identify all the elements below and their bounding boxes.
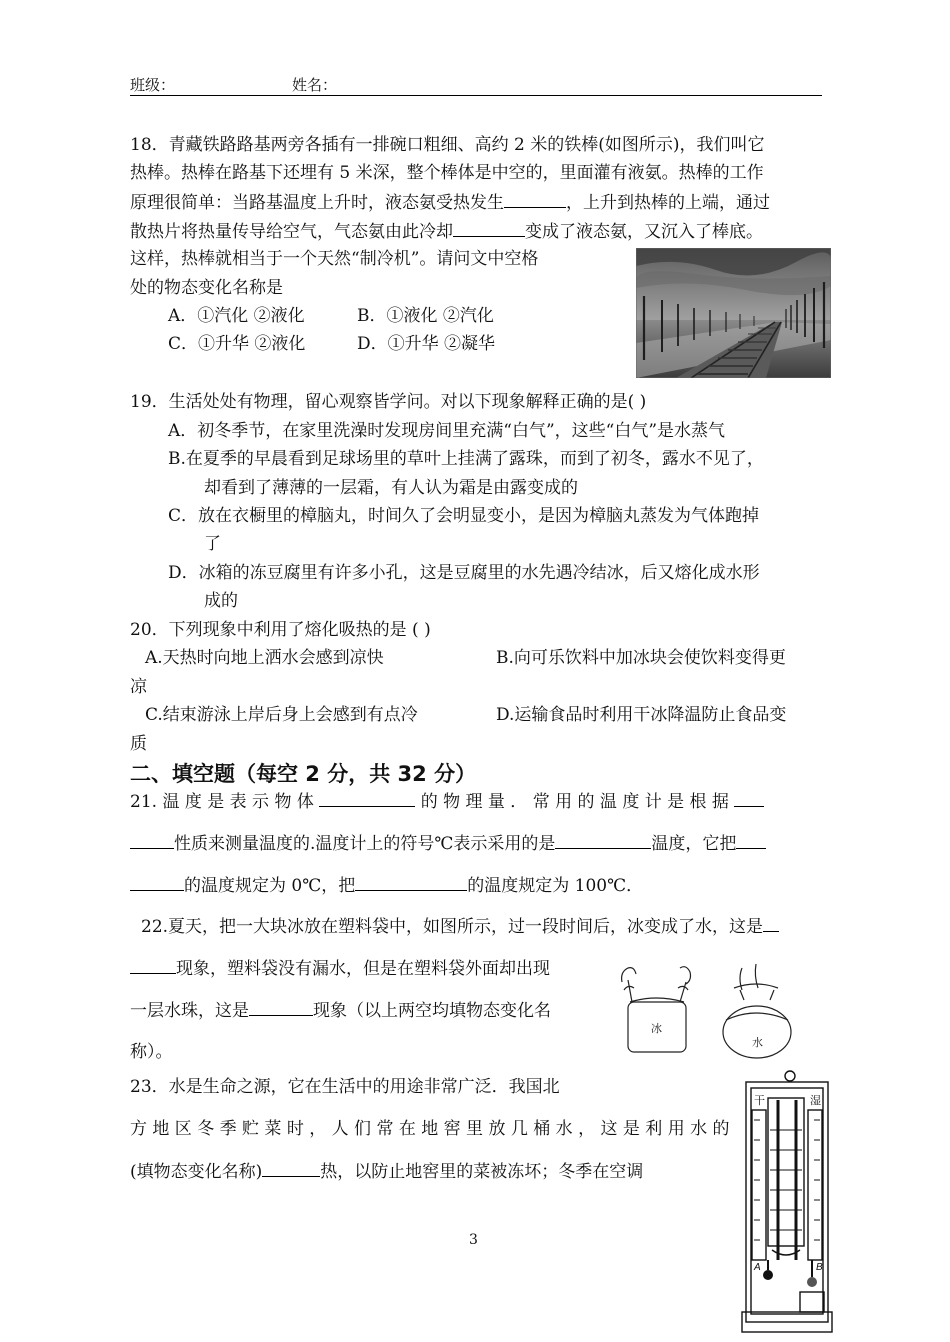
railway-photo [636, 248, 831, 378]
q22-blank-1a [763, 915, 779, 932]
page-number: 3 [469, 1232, 478, 1248]
q21-line3 [130, 874, 643, 897]
q22-line3-b: 现象（以上两空均填物态变化名 [313, 1001, 551, 1021]
q23-blank-1 [262, 1160, 320, 1177]
q22-line1-text: 22.夏天，把一大块冰放在塑料袋中，如图所示，过一段时间后，冰变成了水，这是 [141, 917, 764, 937]
q21-blank-2b [130, 832, 174, 849]
thermometer-b-label: B [816, 1262, 823, 1273]
class-label: 班级： [130, 76, 176, 94]
thermometer-a-label: A [754, 1262, 761, 1273]
q22-line1 [141, 915, 779, 938]
wet-label: 湿 [810, 1095, 821, 1107]
name-label: 姓名： [292, 76, 338, 94]
header-rule [130, 95, 822, 96]
q21-line1-a: 21. 温 度 是 表 示 物 体 [130, 792, 314, 812]
q18-line4-a: 散热片将热量传导给空气，气态氨由此冷却 [130, 222, 453, 242]
q19-stem: 19．生活处处有物理，留心观察皆学问。对以下现象解释正确的是( ) [130, 392, 647, 412]
q18-option-d: D．①升华 ②凝华 [357, 334, 496, 354]
q23-line2: 方 地 区 冬 季 贮 菜 时 ， 人 们 常 在 地 窖 里 放 几 桶 水 ， 这 是 利 用 水 的 [130, 1119, 730, 1139]
q18-line3-b: ，上升到热棒的上端，通过 [566, 193, 770, 213]
q23-line3 [130, 1160, 643, 1183]
q22-blank-2 [249, 999, 313, 1016]
q19-option-a: A．初冬季节，在家里洗澡时发现房间里充满“白气”，这些“白气”是水蒸气 [168, 421, 726, 441]
q18-option-c: C．①升华 ②液化 [168, 334, 306, 354]
section-2-heading: 二、填空题（每空 2 分，共 32 分） [130, 762, 477, 786]
q19-option-b-line1: B.在夏季的早晨看到足球场里的草叶上挂满了露珠，而到了初冬，露水不见了， [168, 449, 764, 469]
ice-bag-figure [614, 960, 814, 1062]
q23-line1: 23．水是生命之源，它在生活中的用途非常广泛．我国北 [130, 1077, 560, 1097]
q18-line6: 处的物态变化名称是 [130, 278, 283, 298]
q21-line2-b: 温度，它把 [651, 834, 737, 854]
q18-line1: 18．青藏铁路路基两旁各插有一排碗口粗细、高约 2 米的铁棒(如图所示)，我们叫它 [130, 135, 765, 155]
q21-blank-2a [734, 790, 764, 807]
q22-line4: 称）。 [130, 1042, 173, 1062]
q18-line5: 这样，热棒就相当于一个天然“制冷机”。请问文中空格 [130, 249, 539, 269]
q22-line2 [130, 957, 550, 980]
q22-line3 [130, 999, 551, 1022]
q21-line1 [130, 790, 764, 813]
q21-line2 [130, 832, 766, 855]
q21-line3-b: 的温度规定为 100℃． [467, 876, 644, 896]
q18-option-b: B．①液化 ②汽化 [357, 306, 494, 326]
q21-line2-a: 性质来测量温度的.温度计上的符号℃表示采用的是 [174, 834, 556, 854]
ice-label: 冰 [651, 1023, 662, 1035]
q19-option-d-line1: D．冰箱的冻豆腐里有许多小孔，这是豆腐里的水先遇冷结冰，后又熔化成水形 [168, 563, 760, 583]
q22-line3-a: 一层水珠，这是 [130, 1001, 249, 1021]
q18-blank-1 [504, 191, 566, 208]
q23-line3-b: 热，以防止地窖里的菜被冻坏；冬季在空调 [320, 1162, 644, 1182]
q21-blank-1 [319, 790, 415, 807]
q19-option-c-line1: C．放在衣橱里的樟脑丸，时间久了会明显变小，是因为樟脑丸蒸发为气体跑掉 [168, 506, 760, 526]
q21-blank-4b [130, 874, 184, 891]
q20-option-a: A.天热时向地上洒水会感到凉快 [145, 648, 384, 668]
q21-blank-3 [555, 832, 651, 849]
q18-line4-b: 变成了液态氨，又沉入了棒底。 [525, 222, 763, 242]
hygrometer-figure [738, 1070, 836, 1338]
q18-line2: 热棒。热棒在路基下还埋有 5 米深，整个棒体是中空的，里面灌有液氨。热棒的工作 [130, 163, 764, 183]
q19-option-d-line2: 成的 [204, 591, 238, 611]
q18-line3 [130, 191, 770, 214]
q21-blank-5 [355, 874, 467, 891]
q20-option-b-line2: 凉 [130, 677, 147, 697]
q22-line2-text: 现象，塑料袋没有漏水，但是在塑料袋外面却出现 [176, 959, 550, 979]
q19-option-c-line2: 了 [204, 534, 221, 554]
dry-label: 干 [754, 1095, 765, 1107]
q18-blank-2 [453, 220, 525, 237]
q20-option-d-line2: 质 [130, 734, 147, 754]
q20-option-d-line1: D.运输食品时利用干冰降温防止食品变 [496, 705, 787, 725]
q20-stem: 20．下列现象中利用了熔化吸热的是 ( ) [130, 620, 431, 640]
water-label: 水 [752, 1037, 763, 1049]
q20-option-c: C.结束游泳上岸后身上会感到有点冷 [145, 705, 418, 725]
q18-line4 [130, 220, 763, 243]
q18-option-a: A．①汽化 ②液化 [168, 306, 305, 326]
q22-blank-1b [130, 957, 176, 974]
q21-line3-a: 的温度规定为 0℃，把 [184, 876, 356, 896]
q21-line1-b: 的 物 理 量 ． 常 用 的 温 度 计 是 根 据 [420, 792, 729, 812]
q19-option-b-line2: 却看到了薄薄的一层霜，有人认为霜是由露变成的 [204, 478, 578, 498]
q21-blank-4a [736, 832, 766, 849]
q23-line3-a: (填物态变化名称) [130, 1162, 263, 1182]
q18-line3-a: 原理很简单：当路基温度上升时，液态氨受热发生 [130, 193, 504, 213]
q20-option-b-line1: B.向可乐饮料中加冰块会使饮料变得更 [496, 648, 786, 668]
